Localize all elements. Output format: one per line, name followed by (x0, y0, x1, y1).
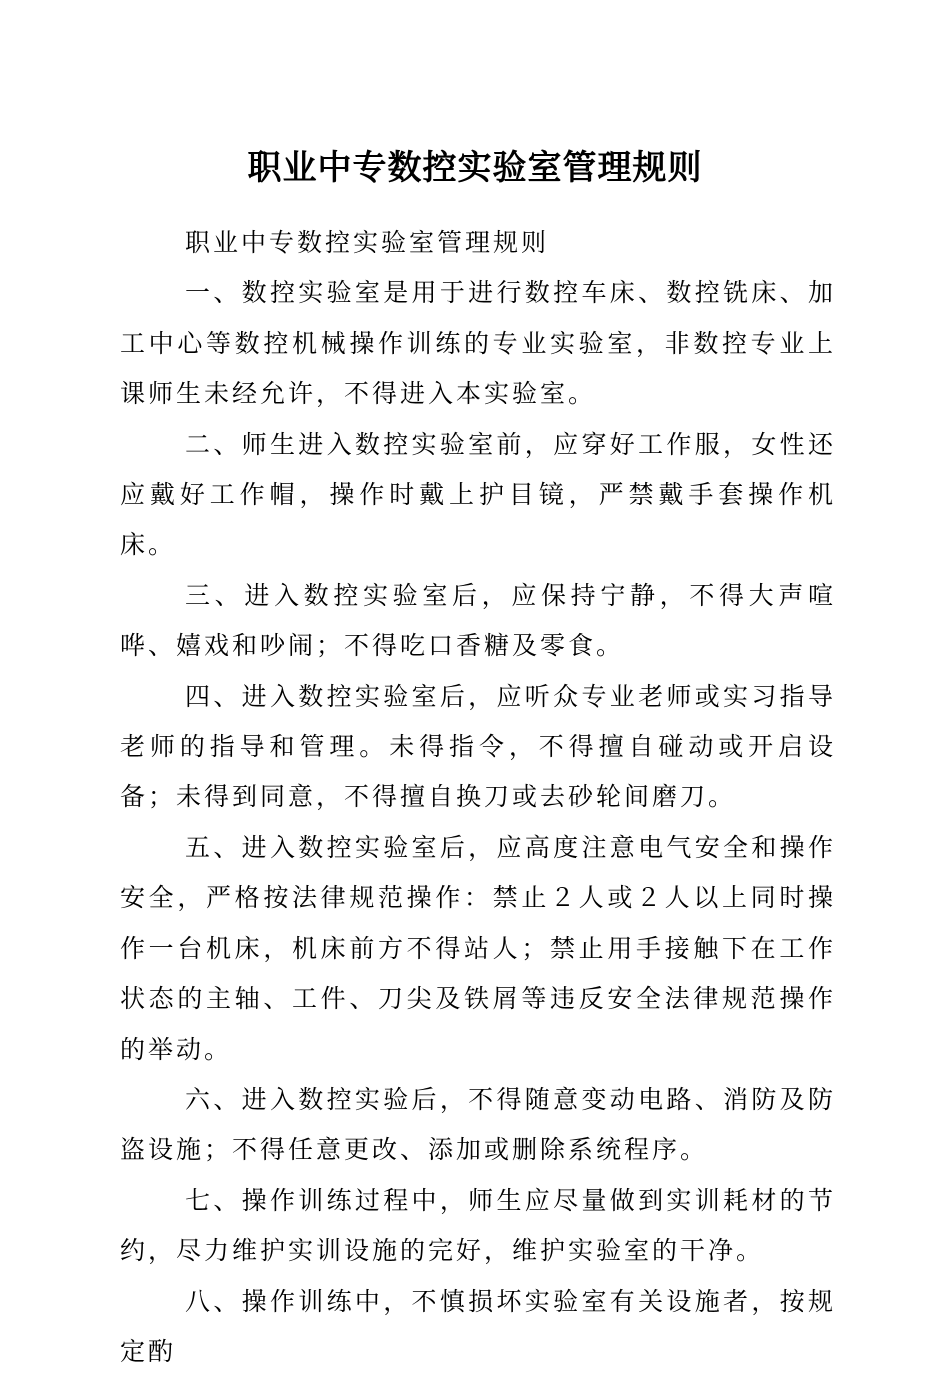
rule-paragraph-4: 四、进入数控实验室后，应听众专业老师或实习指导老师的指导和管理。未得指令，不得擅自碰动或开启设备；未得到同意，不得擅自换刀或去砂轮间磨刀。 (120, 681, 836, 812)
rule-paragraph-1: 一、数控实验室是用于进行数控车床、数控铣床、加工中心等数控机械操作训练的专业实验室，非数控专业上课师生未经允许，不得进入本实验室。 (120, 278, 836, 409)
rule-paragraph-6: 六、进入数控实验后，不得随意变动电路、消防及防盗设施；不得任意更改、添加或删除系统程序。 (120, 1084, 836, 1165)
rule-paragraph-3: 三、进入数控实验室后，应保持宁静，不得大声喧哗、嬉戏和吵闹；不得吃口香糖及零食。 (120, 580, 836, 661)
document-body (120, 218, 836, 1377)
document-title: 职业中专数控实验室管理规则 (247, 148, 703, 188)
rule-paragraph-7: 七、操作训练过程中，师生应尽量做到实训耗材的节约，尽力维护实训设施的完好，维护实验室的干净。 (120, 1185, 836, 1266)
subtitle-paragraph: 职业中专数控实验室管理规则 (185, 228, 550, 257)
rule-paragraph-5: 五、进入数控实验室后，应高度注意电气安全和操作安全，严格按法律规范操作：禁止２人或２人以上同时操作一台机床，机床前方不得站人；禁止用手接触下在工作状态的主轴、工件、刀尖及铁屑等违反安全法律规范操作的举动。 (120, 832, 836, 1064)
rule-paragraph-8: 八、操作训练中，不慎损坏实验室有关设施者，按规定酌 (120, 1286, 836, 1366)
rule-paragraph-2: 二、师生进入数控实验室前，应穿好工作服，女性还应戴好工作帽，操作时戴上护目镜，严禁戴手套操作机床。 (120, 429, 836, 560)
